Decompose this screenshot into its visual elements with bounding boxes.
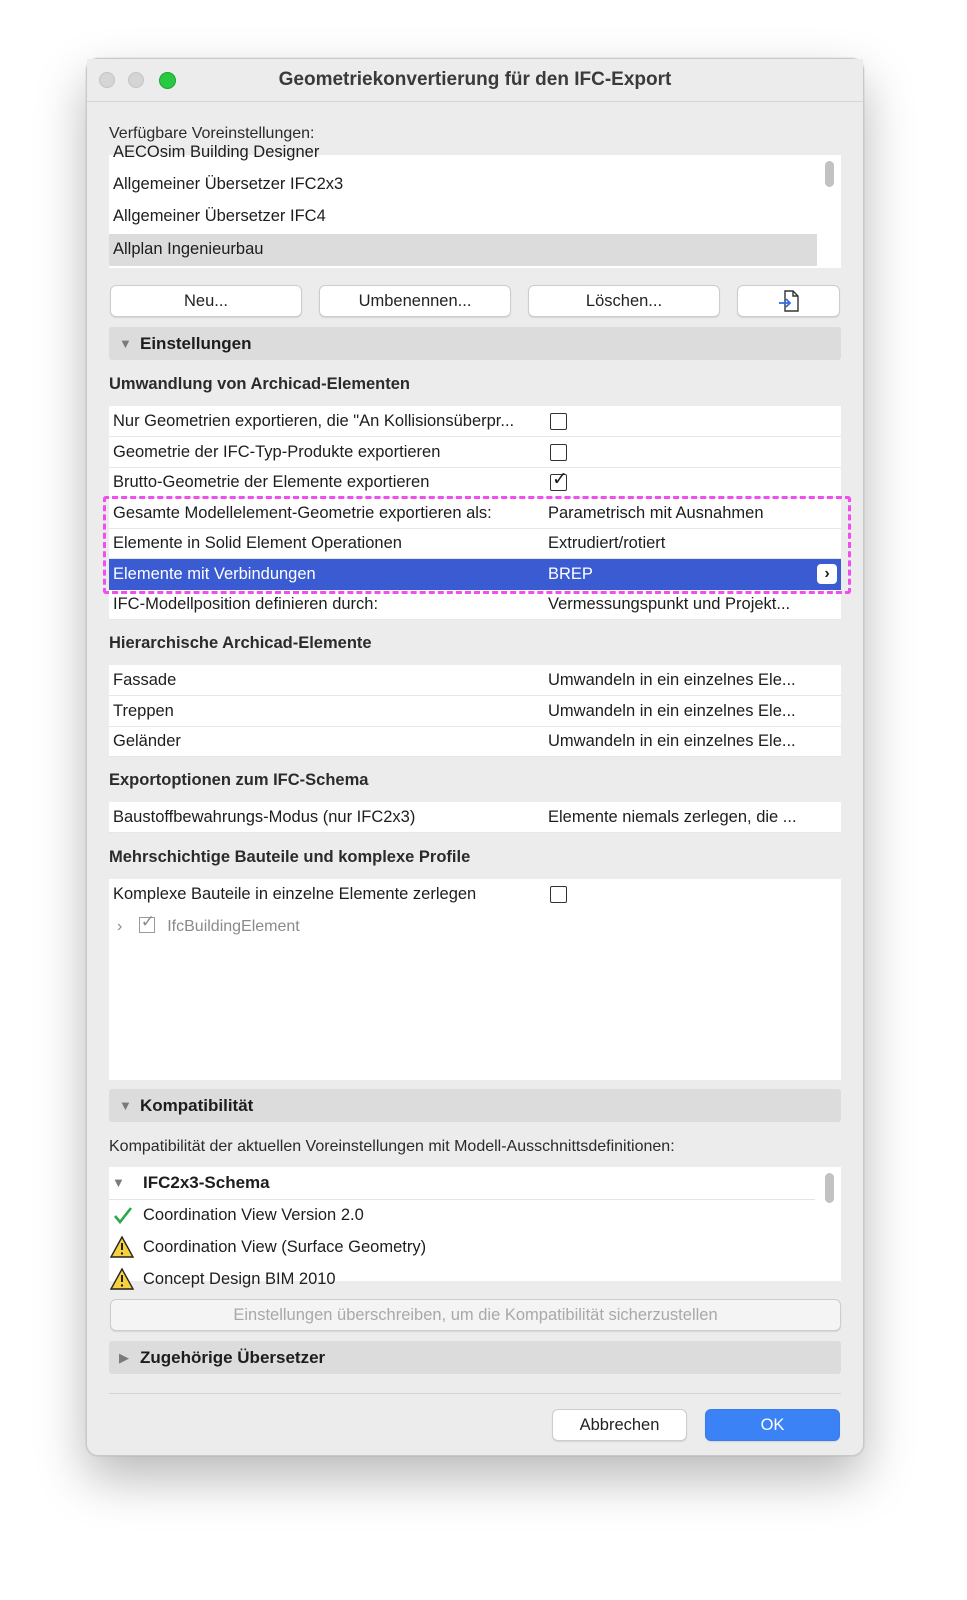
row-value: Extrudiert/rotiert — [548, 534, 666, 552]
compat-section-header[interactable] — [109, 1089, 841, 1122]
row-value: Parametrisch mit Ausnahmen — [548, 504, 764, 522]
warning-icon — [110, 1268, 134, 1290]
ok-button[interactable]: OK — [705, 1409, 840, 1441]
tree-item-label: IfcBuildingElement — [167, 918, 300, 935]
conversion-heading: Umwandlung von Archicad-Elementen — [109, 375, 411, 393]
presets-scrollbar[interactable] — [825, 161, 834, 187]
compat-item-label: Concept Design BIM 2010 — [143, 1270, 336, 1288]
row-value: BREP — [548, 565, 593, 583]
row-value: Umwandeln in ein einzelnes Ele... — [548, 702, 796, 720]
list-item-selected[interactable]: Allplan Ingenieurbau — [109, 234, 817, 266]
translators-section-header[interactable] — [109, 1341, 841, 1374]
schema-heading: Exportoptionen zum IFC-Schema — [109, 771, 369, 789]
row-label: IFC-Modellposition definieren durch: — [113, 595, 379, 613]
row-label: Geometrie der IFC-Typ-Produkte exportieren — [113, 443, 441, 461]
footer-divider — [109, 1393, 841, 1394]
row-label: Treppen — [113, 702, 174, 720]
window-title: Geometriekonvertierung für den IFC-Export — [278, 69, 672, 90]
row-value: Vermessungspunkt und Projekt... — [548, 595, 791, 613]
presets-list[interactable] — [109, 143, 841, 268]
import-preset-button[interactable] — [737, 285, 840, 317]
compat-group-row[interactable] — [109, 1167, 815, 1200]
checkbox-checked[interactable] — [550, 469, 568, 491]
list-item[interactable]: Allgemeiner Übersetzer IFC4 — [113, 207, 326, 225]
table-row[interactable] — [109, 437, 841, 468]
ifc-geometry-dialog — [86, 58, 864, 1456]
row-label: Komplexe Bauteile in einzelne Elemente zerlegen — [113, 885, 477, 903]
row-value: Umwandeln in ein einzelnes Ele... — [548, 671, 796, 689]
row-label: Baustoffbewahrungs-Modus (nur IFC2x3) — [113, 808, 416, 826]
schema-table — [109, 802, 841, 833]
overwrite-settings-button[interactable]: Einstellungen überschreiben, um die Kompatibilität sicherzustellen — [110, 1299, 841, 1331]
list-item[interactable]: AECOsim Building Designer — [113, 143, 320, 161]
cancel-button[interactable]: Abbrechen — [552, 1409, 687, 1441]
disclosure-open-icon: ▼ — [119, 336, 132, 351]
row-label: Brutto-Geometrie der Elemente exportieren — [113, 473, 430, 491]
compat-group-label: IFC2x3-Schema — [143, 1173, 270, 1192]
checkbox[interactable] — [550, 413, 567, 430]
checkmark-icon: ✓ — [552, 469, 568, 490]
row-label: Nur Geometrien exportieren, die "An Kollisionsüberpr... — [113, 412, 515, 430]
disclosure-open-icon: ▼ — [119, 1098, 132, 1113]
list-item[interactable]: Allgemeiner Übersetzer IFC2x3 — [113, 175, 344, 193]
row-label: Fassade — [113, 671, 177, 689]
compat-scrollbar[interactable] — [825, 1173, 834, 1203]
new-preset-button[interactable]: Neu... — [110, 285, 302, 317]
delete-preset-button[interactable]: Löschen... — [528, 285, 720, 317]
row-label: Gesamte Modellelement-Geometrie exportieren als: — [113, 504, 492, 522]
table-row[interactable] — [109, 498, 841, 529]
row-value: Elemente niemals zerlegen, die ... — [548, 808, 797, 826]
hierarchical-heading: Hierarchische Archicad-Elemente — [109, 634, 372, 652]
conversion-table — [109, 406, 841, 620]
row-label: Elemente in Solid Element Operationen — [113, 534, 402, 552]
table-row[interactable] — [109, 696, 841, 727]
warning-icon — [110, 1236, 134, 1258]
disclosure-closed-icon: ▶ — [119, 1350, 129, 1365]
tree-item[interactable] — [117, 912, 300, 936]
rename-preset-button[interactable]: Umbenennen... — [319, 285, 511, 317]
title-bar — [87, 59, 863, 102]
chevron-right-icon[interactable]: › — [817, 564, 837, 584]
checkbox[interactable] — [550, 444, 567, 461]
compat-list[interactable] — [109, 1167, 841, 1288]
compat-description: Kompatibilität der aktuellen Voreinstellungen mit Modell-Ausschnittsdefinitionen: — [109, 1138, 675, 1155]
table-row[interactable] — [109, 802, 841, 833]
translators-section-title: Zugehörige Übersetzer — [140, 1348, 326, 1367]
table-row[interactable] — [109, 726, 841, 757]
disclosure-open-icon[interactable]: ▼ — [112, 1175, 125, 1190]
checkmark-ok-icon — [112, 1204, 134, 1226]
table-row[interactable] — [109, 528, 841, 559]
compat-item-label: Coordination View Version 2.0 — [143, 1206, 364, 1224]
table-row-selected[interactable] — [109, 559, 841, 590]
table-row[interactable] — [109, 467, 841, 498]
table-row[interactable] — [109, 665, 841, 696]
row-label: Geländer — [113, 732, 181, 750]
table-row[interactable] — [109, 879, 841, 909]
import-file-icon — [777, 289, 801, 313]
tree-checkbox-checked[interactable] — [139, 912, 156, 933]
compat-item-label: Coordination View (Surface Geometry) — [143, 1238, 427, 1256]
compat-section-title: Kompatibilität — [140, 1096, 254, 1115]
disclosure-closed-icon[interactable]: › — [117, 918, 123, 935]
checkbox[interactable] — [550, 886, 567, 903]
checkmark-icon: ✓ — [140, 912, 156, 931]
table-row[interactable] — [109, 589, 841, 620]
settings-section-header[interactable] — [109, 327, 841, 360]
settings-section-title: Einstellungen — [140, 334, 252, 353]
multilayer-heading: Mehrschichtige Bauteile und komplexe Profile — [109, 848, 471, 866]
hierarchical-table — [109, 665, 841, 757]
row-value: Umwandeln in ein einzelnes Ele... — [548, 732, 796, 750]
table-row[interactable] — [109, 406, 841, 437]
row-label: Elemente mit Verbindungen — [113, 565, 316, 583]
multilayer-table — [109, 879, 841, 1080]
presets-label: Verfügbare Voreinstellungen: — [109, 125, 315, 142]
